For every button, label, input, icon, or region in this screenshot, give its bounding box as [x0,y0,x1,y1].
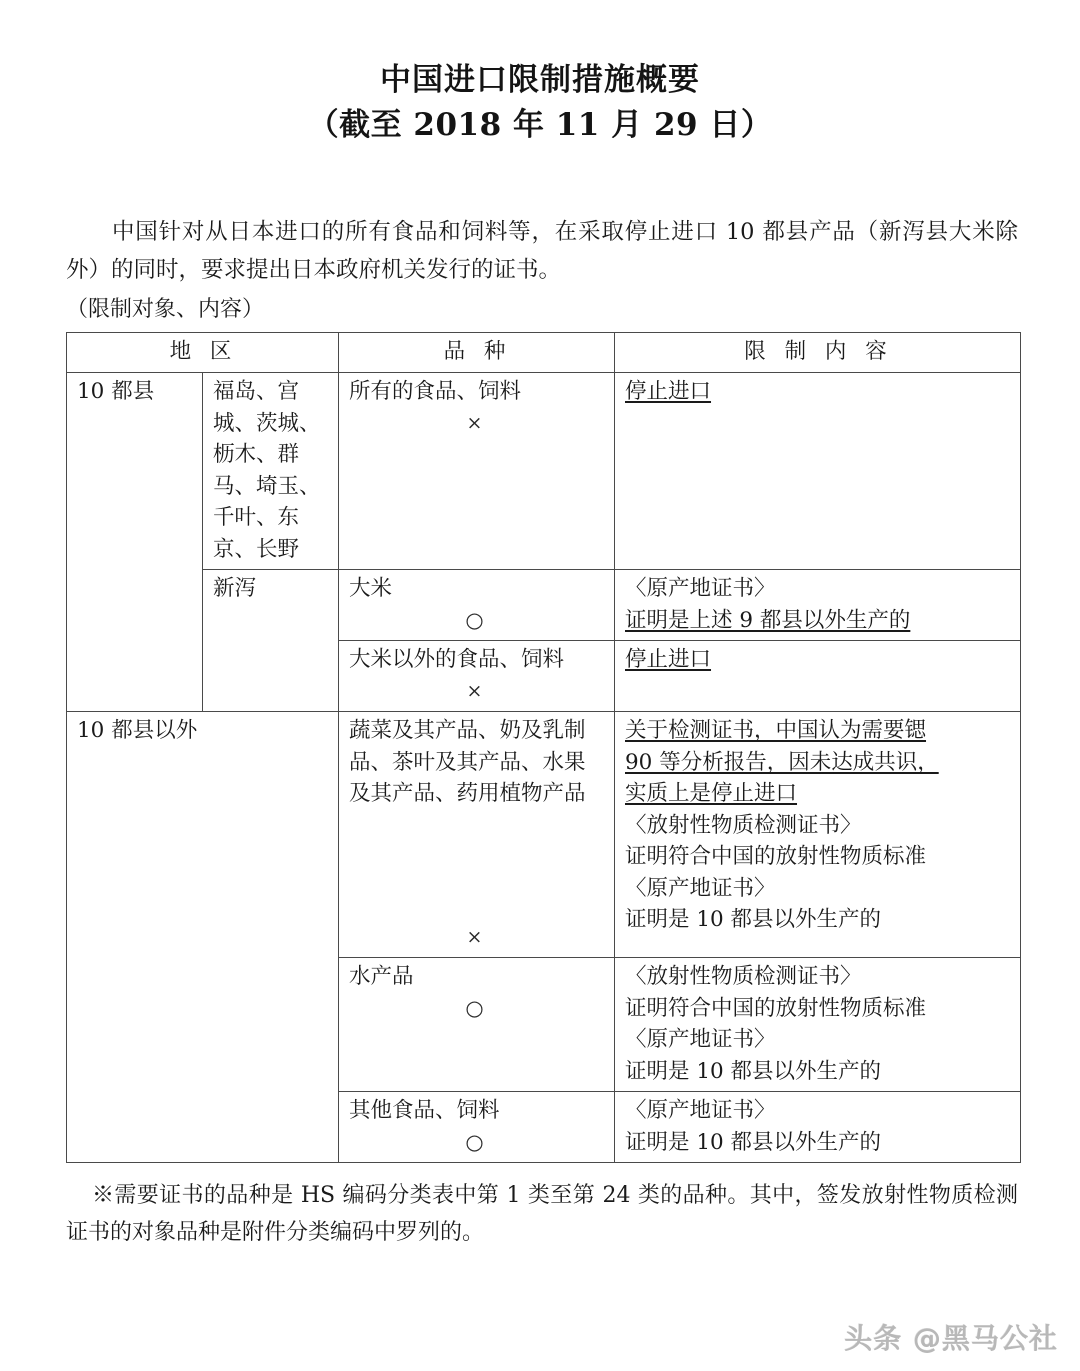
header-content: 限 制 内 容 [615,333,1021,373]
content-line: 90 等分析报告，因未达成共识， [625,749,939,775]
cell-region-main: 10 都县以外 [67,712,339,1163]
content-line: 〈原产地证书〉 [625,875,776,901]
content-line: 证明是 10 都县以外生产的 [625,1129,882,1155]
cell-content [615,641,1021,712]
content-line: 〈放射性物质检测证书〉 [625,812,862,838]
content-line: 证明是 10 都县以外生产的 [625,1058,882,1084]
content-line: 证明是 10 都县以外生产的 [625,907,882,932]
content-line: 〈原产地证书〉 [625,1098,776,1123]
cell-kind [339,1092,615,1163]
footnote-text: ※需要证书的品种是 HS 编码分类表中第 1 类至第 24 类的品种。其中，签发放射性物质检测证书的对象品种是附件分类编码中罗列的。 [66,1183,1018,1245]
kind-mark: × [466,925,483,948]
kind-label: 水产品 [349,964,414,989]
cell-content [615,373,1021,570]
cell-content [615,1092,1021,1163]
kind-mark: × [466,411,483,434]
header-kind: 品 种 [339,333,615,373]
cell-content [615,958,1021,1092]
restrictions-table [66,332,1021,1163]
content-line: 证明符合中国的放射性物质标准 [625,995,927,1021]
header-region: 地 区 [67,333,339,373]
content-line: 实质上是停止进口 [625,781,798,806]
content-line: 〈原产地证书〉 [625,576,776,601]
document-title [0,58,1080,148]
cell-kind [339,373,615,570]
table-row [67,373,1021,570]
intro-paragraph: 中国针对从日本进口的所有食品和饲料等，在采取停止进口 10 都县产品（新泻县大米除外）的同时，要求提出日本政府机关发行的证书。 [66,218,1018,283]
content-line: 〈原产地证书〉 [625,1027,776,1052]
cell-region-main: 10 都县 [67,373,203,712]
kind-mark: ○ [465,607,484,632]
title-date: （截至 2018 年 11 月 29 日） [307,107,773,143]
content-line: 证明是上述 9 都县以外生产的 [625,607,911,633]
title-main: 中国进口限制措施概要 [380,62,700,98]
content-line: 〈放射性物质检测证书〉 [625,964,862,989]
kind-label: 大米以外的食品、饲料 [349,647,565,672]
content-line: 停止进口 [625,379,712,404]
kind-mark: ○ [465,995,484,1020]
table-row [67,570,1021,641]
kind-label: 其他食品、饲料 [349,1098,500,1123]
section-label: （限制对象、内容） [66,297,265,322]
restrictions-table-wrapper [66,332,1020,1163]
cell-kind [339,958,615,1092]
content-line: 停止进口 [625,647,712,672]
kind-mark: × [466,679,483,702]
content-line: 关于检测证书，中国认为需要锶 [625,718,927,743]
cell-region-sub: 新泻 [203,570,339,712]
cell-kind [339,570,615,641]
cell-kind [339,712,615,958]
kind-label: 大米 [349,576,393,601]
table-header-row [67,333,1021,373]
cell-content [615,712,1021,958]
watermark: 头条 @黑马公社 [844,1322,1058,1355]
cell-region-sub: 福岛、宫城、茨城、枥木、群马、埼玉、千叶、东京、长野 [203,373,339,570]
table-row [67,712,1021,958]
content-line: 证明符合中国的放射性物质标准 [625,844,927,869]
cell-content [615,570,1021,641]
kind-label: 所有的食品、饲料 [349,379,522,404]
kind-mark: ○ [465,1129,484,1154]
cell-kind [339,641,615,712]
kind-label: 蔬菜及其产品、奶及乳制品、茶叶及其产品、水果及其产品、药用植物产品 [349,718,586,806]
